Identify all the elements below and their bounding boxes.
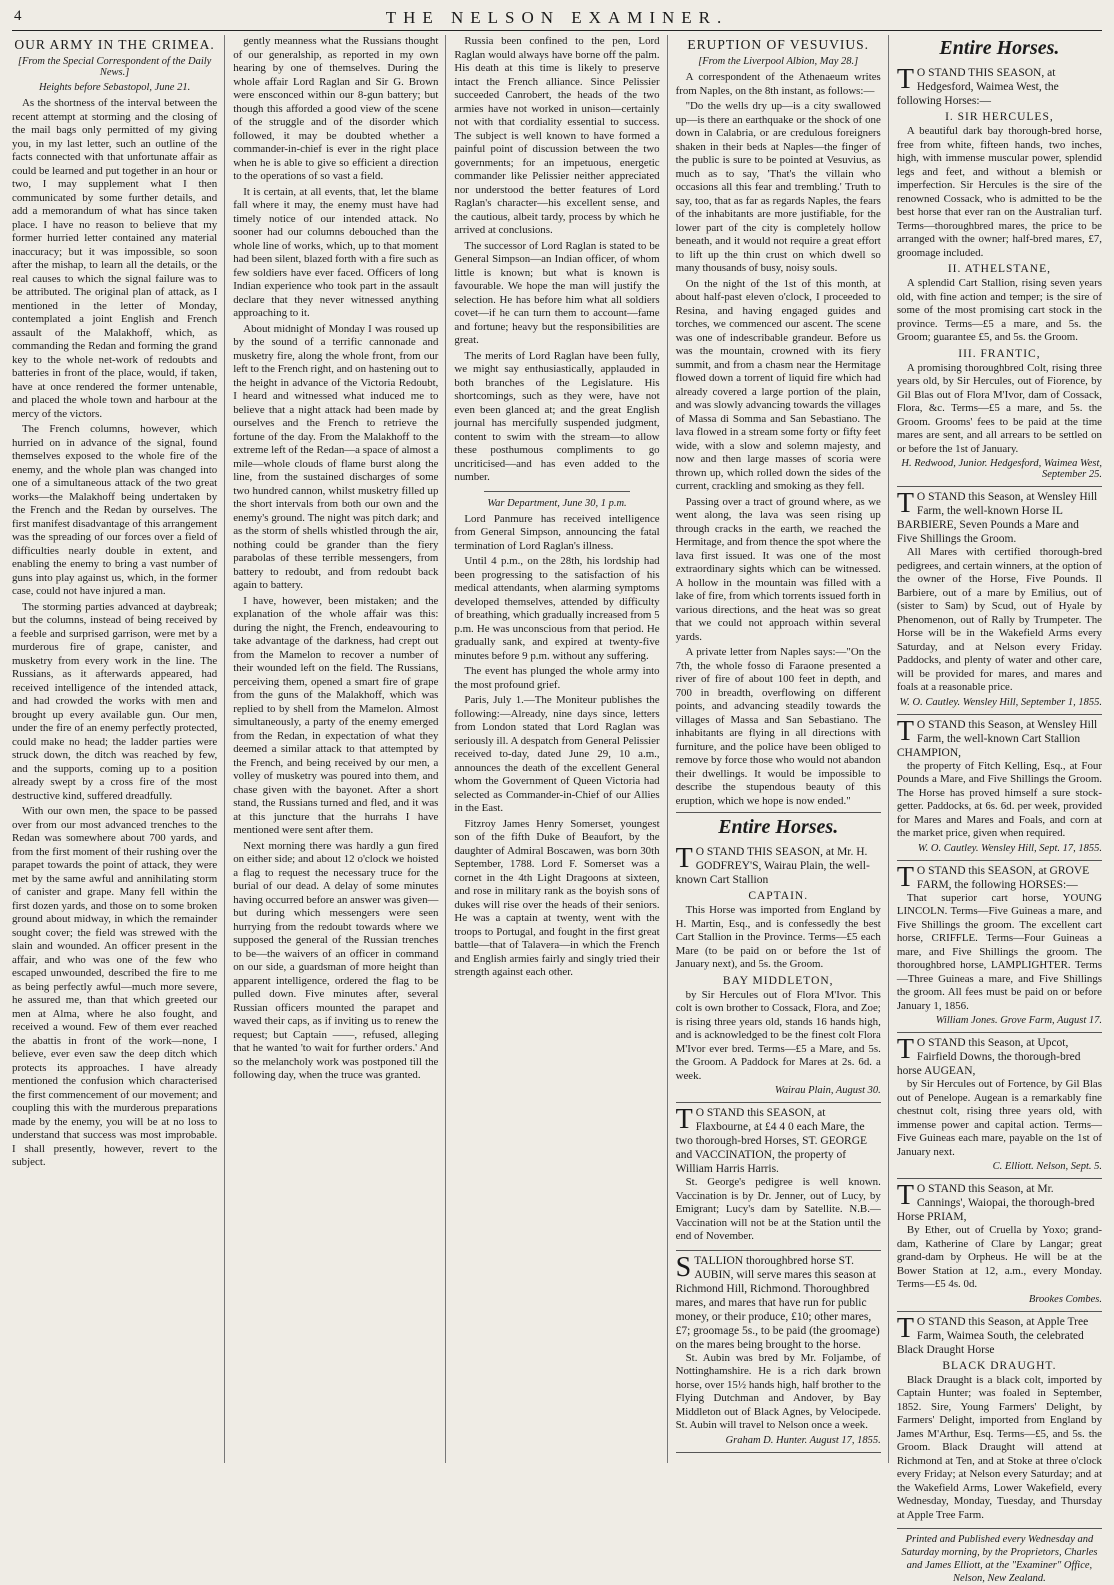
advertisement <box>897 1312 1102 1530</box>
column-3 <box>454 35 667 1463</box>
ad-heading: O STAND THIS SEASON, at Hedgesford, Waimea West, the following Horses:— <box>896 67 1059 107</box>
drop-cap: T <box>896 1312 914 1344</box>
paragraph: gently meanness what the Russians thought of our generalship, as reported in my own hearing by one of themselves. During the whole affair Lord Raglan and Sir G. Brown were ensconced within our 8-gun battery; but though this afforded a good view of the scene of the struggle and of the disorder which followed, it may be doubted whether a commander-in-chief is ever in the right place when he is able to give so efficient a direction to the operations of so vast a field. <box>233 35 439 182</box>
masthead <box>12 6 1102 31</box>
article-source: [From the Special Correspondent of the Daily News.] <box>17 56 212 78</box>
advertisement <box>676 1251 881 1453</box>
advertisement <box>897 63 1102 487</box>
drop-cap: T <box>675 843 693 874</box>
column-4 <box>676 35 889 1463</box>
paragraph: Next morning there was hardly a gun fired on either side; and about 12 o'clock we hoisted a flag to request the necessary truce for the burial of our dead. A delay of some minutes having occurred before an answer was given—but during which messengers were seen hurrying from the redoubt towards where we supposed the general of the Russian trenches to be—the waivers of an officer in command on our side, a guardsman of more height than apparent intelligence, ordered the flag to be pulled down. Five minutes after, several Russian officers mounted the parapet and waved their caps, as if inviting us to renew the request; but Captain ——, refused, alleging that he wanted 'to wait for further orders.' And so the melancholy work was postponed till the following day, when the truce was granted. <box>233 839 439 1081</box>
drop-cap: S <box>675 1251 692 1283</box>
ad-heading: O STAND this Season, at Upcot, Fairfield Downs, the thorough-bred horse AUGEAN, <box>896 1037 1081 1077</box>
drop-cap: T <box>675 1104 693 1135</box>
advertisement <box>897 715 1102 861</box>
drop-cap: T <box>896 488 914 519</box>
ad-signature: Brookes Combes. <box>1028 1293 1103 1305</box>
drop-cap: T <box>896 715 914 747</box>
ad-heading: O STAND this SEASON, at GROVE FARM, the following HORSES:— <box>916 864 1090 891</box>
paragraph: On the night of the 1st of this month, at about half-past eleven o'clock, I proceeded to Resina, and having engaged guides and torches, we commenced our ascent. The scene was one of indescribable grandeur. Before us was the mountain, crowned with its fiery summit, and from a chasm near the Hermitage flowed down a torrent of liquid fire which had already covered a large portion of the plain, and was slowly advancing towards the villages of Massa di Somma and San Sebastiano. The lava flowed in a stream some forty or fifty feet wide, with a slow and solemn majesty, and now and then large masses of scoria were thrown up, which rolled down the sides of the current, crackling and smoking as they fell. <box>675 277 881 492</box>
paragraph: Paris, July 1.—The Moniteur publishes the following:—Already, nine days since, letters from London stated that Lord Raglan was seriously ill. A despatch from General Pelissier received to-day, dated June 29, 10 a.m., announces the death of the excellent General whom the Government of Queen Victoria had selected as Commander-in-Chief of our Allies in the East. <box>454 694 660 814</box>
article-source: [From the Liverpool Albion, May 28.] <box>698 56 859 67</box>
ad-signature: C. Elliott. Nelson, Sept. 5. <box>992 1161 1103 1172</box>
ad-heading: O STAND this Season, at Apple Tree Farm, Waimea South, the celebrated Black Draught Horse <box>896 1315 1089 1356</box>
ad-body: A beautiful dark bay thorough-bred horse, free from white, fifteen hands, two inches, high, with immense muscular power, splendid legs and feet, and without a blemish or imperfection. Sir Hercules is the sire of the renowned Cossack, who is admitted to be the best horse that ever ran on the Australian turf. Terms—thoroughbred mares, the price to be arranged with the owner; half-bred mares, £7, groomage included. <box>896 125 1103 259</box>
advertisement <box>897 861 1102 1034</box>
ad-body: the property of Fitch Kelling, Esq., at Four Pounds a Mare, and Five Shillings the Groom. The Horse has proved himself a sure stock-getter. Paddocks, at 6s. 6d. per week, provided for Mares and Mares and Foals, and corn at the market price, given when required. <box>896 759 1103 839</box>
ad-body: By Ether, out of Cruella by Yoxo; grand-dam, Katherine of Clare by Langar; great grand-dam by Orpheus. He will be at the Bower Station at 12, a.m., every Monday. Terms—£5 4s. 0d. <box>896 1224 1103 1290</box>
drop-cap: T <box>896 861 914 893</box>
column-2 <box>233 35 446 1463</box>
section-heading-entire-horses: Entire Horses. <box>676 812 881 839</box>
paragraph: The merits of Lord Raglan have been fully, we might say enthusiastically, applauded in both branches of the Legislature. His shortcomings, such as they were, have not even been glanced at; and the great English journal has mercifully suspended judgment, content to swim with the stream—to allow these posthumous compliments to go uncriticised—and has even added to the number. <box>454 349 660 483</box>
advertisement <box>897 1179 1102 1312</box>
horse-name: III. FRANTIC, <box>958 347 1041 360</box>
ad-signature: H. Redwood, Junior. Hedgesford, Waimea West, September 25. <box>901 458 1103 480</box>
paragraph: Lord Panmure has received intelligence from General Simpson, announcing the fatal termination of Lord Raglan's illness. <box>454 512 660 552</box>
newspaper-title: THE NELSON EXAMINER. <box>385 8 729 27</box>
paragraph: It is certain, at all events, that, let the blame fall where it may, the enemy must have had timely notice of our intended attack. No sooner had our columns debouched than the whole line of works, which, up to that moment had been silent, blazed forth with a fire such as few soldiers have ever faced. Officers of long Indian experience who took part in the assault declare that they never witnessed anything approaching to it. <box>233 185 439 319</box>
horse-name: BAY MIDDLETON, <box>722 974 834 987</box>
paragraph: With our own men, the space to be passed over from our most advanced trenches to the Redan was somewhere about 700 yards, and from the first moment of their rushing over the parapet towards the point of attack, they were met by the same awful and annihilating storm of canister and grape. Many fell within the first dozen yards, and those on to some broken ground about midway, in which the remainder sought cover; the field was strewed with the slain and wounded. An officer present in the affair, and who was one of the few who escaped unwounded, described the fire to me as being perfectly awful—much more severe, he assured me, than that which greeted our men at Alma, where he also fought, and received a wound. Few of them ever reached the abattis in front of the work—none, I believe, ever even saw the deep ditch which protects its approaches. I have already mentioned the confusion which characterised the first commencement of our movement; and coupling this with the murderous preparations made by the enemy, you will be at no loss to understand that success was most improbable. I shall presently, however, revert to the subject. <box>12 805 218 1168</box>
ad-body: by Sir Hercules out of Fortence, by Gil Blas out of Penelope. Augean is a remarkably fine chestnut colt, rising three years old, with immense power and capital action. Terms—Five Guineas each mare, payable on the 1st of January next. <box>896 1078 1103 1158</box>
paragraph: As the shortness of the interval between the recent attempt at storming and the closing of the mail bags only permitted of my giving you, in my last letter, such an outline of the facts connected with that unfortunate affair as could be learned and put together in an hour or two, I may supplement what I then communicated by some further details, and add a memorandum of what has since taken place. I have no reason to believe that my former hurried letter contained any material inaccuracy; but it was impossible, so soon after the mishap, to learn all the details, or the real causes to which the signal failure was to be attributed. The original plan of attack, as I mentioned in the letter of Monday, contemplated a joint English and French assault of the Malakhoff, which, as commanding the Redan and forming the grand key to the whole net-work of redoubts and batteries in front of the place, would, if taken, have at once rendered the former untenable, and placed the whole town and harbour at the mercy of the victors. <box>12 97 218 420</box>
horse-name: BLACK DRAUGHT. <box>942 1359 1057 1372</box>
drop-cap: T <box>896 64 914 95</box>
paragraph: A correspondent of the Athenaeum writes from Naples, on the 8th instant, as follows:— <box>675 71 881 97</box>
ad-body: This Horse was imported from England by H. Martin, Esq., and is confessedly the best Cart Stallion in the Province. Terms—£5 each Mare (to be paid on or before the 1st of January next), and 5s. the Groom. <box>675 904 881 970</box>
divider <box>484 491 629 492</box>
ad-body: A splendid Cart Stallion, rising seven years old, with fine action and temper; is the sire of some of the most promising cart stock in the province. Terms—£5 a mare, and 5s. the Groom; guarantee £5, and 5s. the Groom. <box>896 277 1103 343</box>
ad-body: St. Aubin was bred by Mr. Foljambe, of Nottinghamshire. He is a rich dark brown horse, over 15½ hands high, half brother to the Flying Dutchman and Andover, by Bay Middleton out of Black Agnes, by Velocipede. St. Aubin will travel to Nelson once a week. <box>675 1351 881 1431</box>
ad-body: That superior cart horse, YOUNG LINCOLN. Terms—Five Guineas a mare, and Five Shillings the groom. The excellent cart horse, CRIFFLE. Terms—Four Guineas a mare, and Five Shillings the groom. The thoroughbred horse, LAMPLIGHTER. Terms—Three Guineas a mare, and Five Shillings the groom. All fees must be paid on or before January 1, 1856. <box>896 891 1103 1012</box>
paragraph: About midnight of Monday I was roused up by the sound of a terrific cannonade and musketry fire, along the whole front, from our left to the French right, and on hastening out to the height in advance of the Victoria Redoubt, I heard and witnessed what induced me to believe that a night attack had been made by ourselves and the French to retrieve the fortune of the day. From the Malakhoff to the extreme left of the Redan—a space of almost a mile—whole clouds of flame burst along the line, from the sustained discharges of some two hundred cannon, whilst musketry filled up the short intervals from both our own and the enemy's ground. The night was pitch dark; and as the storm of shells whistled through the air, nothing could be grander than the fiery parabolas of these terrible messengers, from battery to redoubt, and from redoubt back again to battery. <box>233 322 439 591</box>
paragraph: Fitzroy James Henry Somerset, youngest son of the fifth Duke of Beaufort, by the daughter of Admiral Boscawen, was born 30th September, 1788. Lord F. Somerset was a cornet in the 4th Light Dragoons at sixteen, and rose in military rank as the boyish sons of dukes will rise over the heads of their seniors. He was a captain at twenty, went with the troops to Portugal, and fought in the first great battle—that of Talavera—in which the French and English armies fairly and singly tried their strength against each other. <box>454 817 660 978</box>
ad-heading: O STAND this Season, at Mr. Cannings', Waiopai, the thorough-bred Horse PRIAM, <box>896 1183 1095 1223</box>
section-heading-entire-horses: Entire Horses. <box>939 37 1060 59</box>
ad-body: All Mares with certified thorough-bred pedigrees, and certain winners, at the option of the owner of the Horse, Five Pounds. Il Barbiere, out of a mare by Emilius, out of (sister to Sam) by Scud, out of Hyale by Phenomenon, out of Rally by Trumpeter. The Horse will be in the Wakefield Arms every Saturday, and at Nelson every Friday. Paddocks, and plenty of water and other care, will be provided for mares, and mares and foals at a reasonable price. <box>896 546 1103 693</box>
ad-signature: Graham D. Hunter. August 17, 1855. <box>725 1434 881 1446</box>
publisher-imprint: Printed and Published every Wednesday and Saturday morning, by the Proprietors, Charles and James Elliott, at the "Examiner" Office, Nelson, New Zealand. <box>901 1534 1098 1584</box>
horse-name: CAPTAIN. <box>748 890 809 902</box>
paragraph: A private letter from Naples says:—"On the 7th, the whole fosso di Faraone presented a river of fire of about 100 feet in depth, and 700 in breadth, overflowing on different points, and advancing steadily towards the villages of Massa and San Sebastiano. The inhabitants are flying in all directions with furniture, and the police have been obliged to remove by force those who would not abandon their dwellings. It would be impossible to describe the stupendous beauty of this eruption, which we hope is now ended." <box>675 646 881 807</box>
drop-cap: T <box>896 1034 914 1065</box>
dispatch-heading: War Department, June 30, 1 p.m. <box>487 497 627 509</box>
paragraph: I have, however, been mistaken; and the explanation of the whole affair was this: during the night, the French, endeavouring to take advantage of the darkness, had crept out from the Mamelon to recover a number of their wounded left on the field. The Russians, perceiving them, opened a smart fire of grape from the guns of the Malakhoff, which was replied to by shell from the Mamelon. Almost simultaneously, a party of the enemy emerged from the Redan, in expectation of what they deemed a similar attack to that attempted by the French, and being received by our men, a volley of musketry was poured into them, and chase given with the bayonet. After a short stand, the Russians turned and fled, and it was at this juncture that the hurrahs I have mentioned were sent after them. <box>233 594 439 836</box>
paragraph: The storming parties advanced at daybreak; but the columns, instead of being received by a feeble and surprised garrison, were met by a murderous fire of grape, canister, and musketry from every work in the line. The Russians, as it afterwards appeared, had received intelligence of the intended attack, and had crowded the works with men and brought up every available gun. Our men, under the fire of an enemy perfectly protected, could make no head; the ladder parties were struck down, the ditch was reached by few, and the supports, coming up to a position already swept by a cross fire of the most destructive kind, suffered dreadfully. <box>12 600 218 802</box>
advertisement <box>897 487 1102 715</box>
horse-name: I. SIR HERCULES, <box>945 111 1054 123</box>
advertisement <box>676 842 881 1103</box>
article-heading-crimea: OUR ARMY IN THE CRIMEA. <box>14 37 215 52</box>
drop-cap: T <box>896 1180 914 1211</box>
ad-signature: W. O. Cautley. Wensley Hill, September 1, 1855. <box>899 696 1103 708</box>
paragraph: The successor of Lord Raglan is stated to be General Simpson—an Indian officer, of whom little is known; but what is known is favourable. We hope the man will justify the selection. He has before him what all soldiers covet—if he can turn them to account—fame and fortune; heavy but the responsibilities are great. <box>454 239 660 346</box>
article-heading-vesuvius: ERUPTION OF VESUVIUS. <box>687 37 870 52</box>
ad-heading: O STAND THIS SEASON, at Mr. H. GODFREY'S, Wairau Plain, the well-known Cart Stallion <box>675 846 870 886</box>
ad-body: by Sir Hercules out of Flora M'Ivor. This colt is own brother to Cossack, Flora, and Zoe; is rising three years old, stands 16 hands high, and is acknowledged to be the finest colt Flora M'Ivor ever bred. Terms—£5 a Mare, and 5s. the Groom. A Paddock for Mares at 2s. 6d. a week. <box>675 988 881 1082</box>
column-1 <box>12 35 225 1463</box>
paragraph: Passing over a tract of ground where, as we went along, the lava was seen rising up through cracks in the earth, we reached the Hermitage, and from thence the spot where the lava first issued. It was one of the most extraordinary sights which can be witnessed. A hollow in the mountain was filled with a lake of fire, from which torrents issued forth in various directions, and the heat was so great that we could not approach within several yards. <box>675 495 881 643</box>
ad-heading: O STAND this SEASON, at Flaxbourne, at £4 4 0 each Mare, the two thorough-bred Horses, ST. GEORGE and VACCINATION, the property of William Harris Harris. <box>675 1107 868 1175</box>
ad-body: A promising thoroughbred Colt, rising three years old, by Sir Hercules, out of Fiorence, by Gil Blas out of Flora M'Ivor, dam of Cossack, Flora, &c. Terms—£5 a mare, and 5s. the Groom. Grooms' fees to be paid at the time mares are sent, and all arrears to be settled on or before the 1st of January. <box>896 361 1103 455</box>
advertisement <box>676 1103 881 1251</box>
paragraph: Until 4 p.m., on the 28th, his lordship had been progressing to the satisfaction of his medical attendants, when alarming symptoms developed themselves, attended by difficulty of breathing, which gradually increased from 5 p.m. He was unconscious from that period. He gradually sank, and expired at twenty-five minutes before 9 p.m. without any suffering. <box>454 555 660 662</box>
ad-body: Black Draught is a black colt, imported by Captain Hunter; was foaled in September, 1852. Sire, Young Farmers' Delight, by Farmers' Delight, imported from England by James M'Arthur, Esq. Terms—£5, and 5s. the Groom. Black Draught will attend at Richmond at Ten, and at Stoke at three o'clock every Friday; at Nelson every Saturday; and at the Wakefield Arms, Lower Wakefield, every Wednesday, Monday, Tuesday, and Thursday at Apple Tree Farm. <box>896 1373 1103 1521</box>
ad-body: St. George's pedigree is well known. Vaccination is by Dr. Jenner, out of Lucy, by Emigrant; Lucy's dam by Satellite. N.B.—Vaccination will not be at the Station until the end of November. <box>675 1176 881 1242</box>
paragraph: The French columns, however, which hurried on in advance of the signal, found themselves exposed to the whole fire of the enemy, and the whole plan was changed into one of a simultaneous attack of the two great works—the Malakhoff being undertaken by the French and the Redan by ourselves. The first manifest disadvantage of this arrangement was the spreading of our forces over a field of difficulties nearly double in extent, and enabling the enemy to bring a vast number of guns into play against us, which, in the former case, could not have injured a man. <box>12 423 218 597</box>
advertisement <box>897 1033 1102 1179</box>
ad-signature: Wairau Plain, August 30. <box>774 1085 881 1096</box>
paragraph: The event has plunged the whole army into the most profound grief. <box>454 665 660 691</box>
ad-heading: TALLION thoroughbred horse ST. AUBIN, will serve mares this season at Richmond Hill, Richmond. Thoroughbred mares, and mares that have run for public money, or their produce, £10; other mares, £7; groomage 5s., to be paid (the groomage) on the mares being brought to the horse. <box>675 1254 880 1351</box>
paragraph: "Do the wells dry up—is a city swallowed up—is there an earthquake or the shock of one down in Calabria, or are credulous foreigners shaken in their beds at Naples—the finger of the public is sure to be pointed at Vesuvius, as much as to say, 'That's the villain who occasions all this fear and trembling.' Truth to say, too, that as far as regards Naples, the fears of the inhabitants are more justifiable, for the lower part of the city is completely hollow beneath, and it would not require a great effort to lift up the thin crust on which dwell so many thousands of busy, noisy souls. <box>675 100 881 274</box>
page-number: 4 <box>14 8 22 24</box>
ad-heading: O STAND this Season, at Wensley Hill Farm, the well-known Cart Stallion CHAMPION, <box>896 718 1098 759</box>
horse-name: II. ATHELSTANE, <box>947 263 1052 275</box>
ad-heading: O STAND this Season, at Wensley Hill Farm, the well-known Horse IL BARBIERE, Seven Pounds a Mare and Five Shillings the Groom. <box>896 491 1098 545</box>
columns <box>12 35 1103 1584</box>
column-5 <box>896 35 1103 1584</box>
ad-signature: W. O. Cautley. Wensley Hill, Sept. 17, 1855. <box>917 842 1103 854</box>
article-dateline: Heights before Sebastopol, June 21. <box>38 82 191 93</box>
paragraph: Russia been confined to the pen, Lord Raglan would always have borne off the palm. His death at this time is likely to preserve intact the French alliance. Since Pelissier succeeded Canrobert, the heads of the two armies have not worked in unison—certainly not with that cordiality essential to success. The subject is well known to have formed a painful point of discussion between the two governments; for an impetuous, energetic commander like Pelissier neither appreciated nor understood the better features of Lord Raglan's character—his excellent sense, and the cautious, albeit tardy, process by which he arrived at conclusions. <box>454 35 660 236</box>
ad-signature: William Jones. Grove Farm, August 17. <box>935 1015 1103 1026</box>
